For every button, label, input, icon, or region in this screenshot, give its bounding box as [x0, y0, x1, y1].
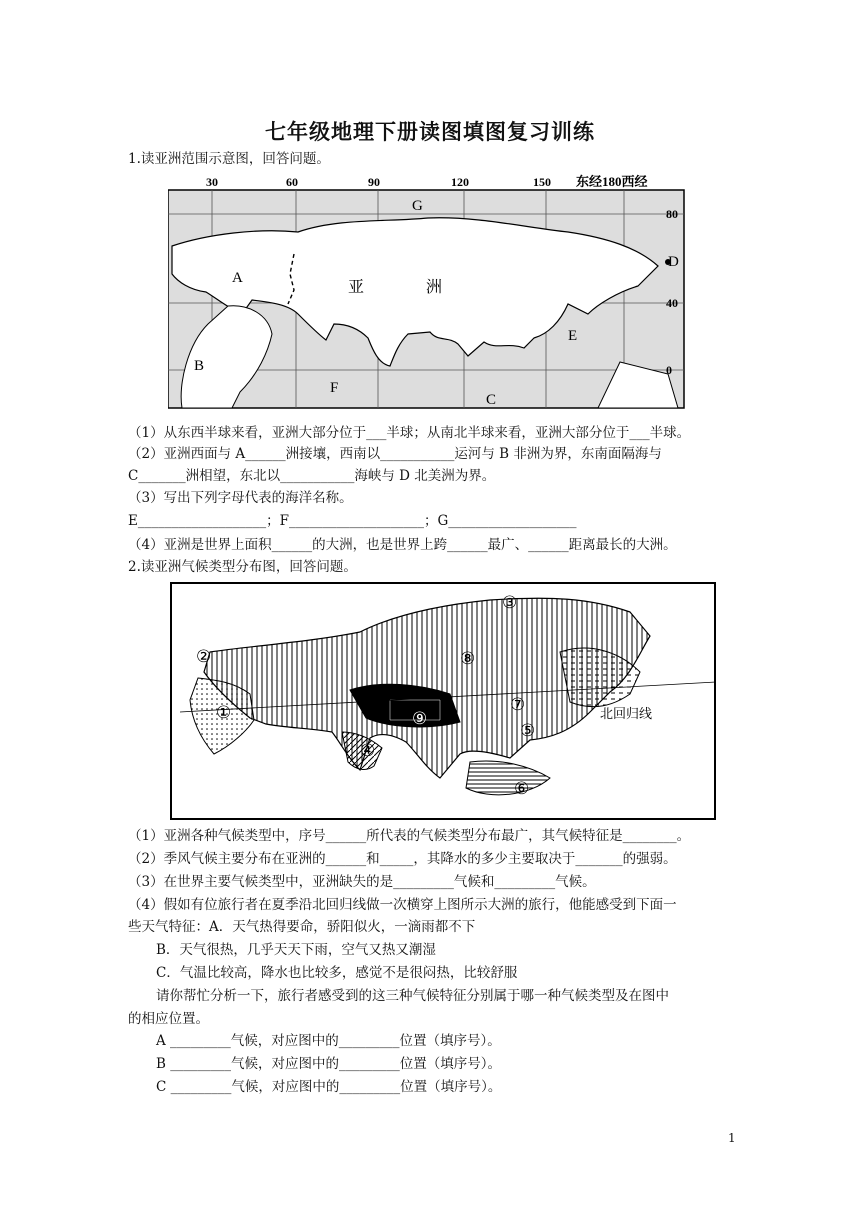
q2-answer-b: B _________气候，对应图中的_________位置（填序号）。	[156, 1056, 501, 1072]
q2-heading: 2.读亚洲气候类型分布图，回答问题。	[128, 559, 357, 575]
label-c: C	[486, 392, 497, 408]
q1-heading: 1.读亚洲范围示意图，回答问题。	[128, 151, 330, 167]
page-title: 七年级地理下册读图填图复习训练	[265, 119, 595, 144]
q2-option-b: B．天气很热，几乎天天下雨，空气又热又潮湿	[156, 942, 436, 958]
label-a: A	[232, 270, 243, 286]
asia-label-1: 亚	[348, 279, 365, 296]
lat-tick-40: 40	[666, 296, 678, 310]
asia-range-map	[168, 174, 688, 412]
zone-label-2: ②	[196, 647, 212, 667]
tropic-label: 北回归线	[600, 706, 653, 721]
zone-label-7: ⑦	[510, 695, 526, 715]
label-e: E	[568, 328, 578, 344]
q2-line-2: （2）季风气候主要分布在亚洲的______和_____，其降水的多少主要取决于_______的强弱。	[128, 851, 677, 867]
q1-line-2: （2）亚洲西面与 A______洲接壤，西南以___________运河与 B 非洲为界，东南面隔海与	[128, 446, 662, 462]
q2-option-c: C．气温比较高，降水也比较多，感觉不是很闷热，比较舒服	[156, 965, 518, 981]
zone-label-6: ⑥	[514, 779, 530, 799]
q2-line-1: （1）亚洲各种气候类型中，序号______所代表的气候类型分布最广，其气候特征是________。	[128, 828, 691, 844]
lat-tick-80: 80	[666, 207, 678, 221]
lat-tick-0: 0	[666, 363, 672, 377]
zone-label-1: ①	[216, 703, 232, 723]
zone-label-5: ⑤	[520, 721, 536, 741]
asia-label-2: 洲	[426, 279, 443, 296]
zone-label-9: ⑨	[412, 709, 428, 729]
q2-answer-a: A _________气候，对应图中的_________位置（填序号）。	[156, 1033, 501, 1049]
q1-line-1: （1）从东西半球来看，亚洲大部分位于___半球；从南北半球来看，亚洲大部分位于___半球。	[128, 425, 691, 441]
q2-line-8: 请你帮忙分析一下，旅行者感受到的这三种气候特征分别属于哪一种气候类型及在图中	[156, 988, 669, 1004]
zone-label-4: ④	[360, 741, 376, 761]
label-f: F	[330, 380, 339, 396]
zone-label-8: ⑧	[460, 649, 476, 669]
lon-label: 东经180西经	[576, 174, 648, 189]
q2-line-3: （3）在世界主要气候类型中，亚洲缺失的是_________气候和_________气候。	[128, 874, 596, 890]
label-g: G	[412, 198, 423, 214]
page-number: 1	[728, 1131, 736, 1145]
q1-line-4: （3）写出下列字母代表的海洋名称。	[128, 490, 353, 506]
q2-line-9: 的相应位置。	[128, 1011, 209, 1027]
lon-tick-120: 120	[451, 175, 469, 189]
label-d: D	[668, 254, 679, 270]
zone-label-3: ③	[502, 593, 518, 613]
lon-tick-60: 60	[286, 175, 298, 189]
q2-line-5: 些天气特征：A．天气热得要命，骄阳似火，一滴雨都不下	[128, 919, 476, 935]
lon-tick-90: 90	[368, 175, 380, 189]
lon-tick-150: 150	[533, 175, 551, 189]
lon-tick-30: 30	[206, 175, 218, 189]
q2-line-4: （4）假如有位旅行者在夏季沿北回归线做一次横穿上图所示大洲的旅行，他能感受到下面一	[128, 897, 677, 913]
asia-climate-map	[170, 582, 716, 820]
q1-line-5: E___________________；F____________________；G___________________	[128, 513, 577, 529]
label-b: B	[194, 358, 205, 374]
q1-line-3: C_______洲相望，东北以___________海峡与 D 北美洲为界。	[128, 468, 496, 484]
q2-answer-c: C _________气候，对应图中的_________位置（填序号）。	[156, 1079, 502, 1095]
q1-line-6: （4）亚洲是世界上面积______的大洲，也是世界上跨______最广、______距离最长的大洲。	[128, 537, 677, 553]
